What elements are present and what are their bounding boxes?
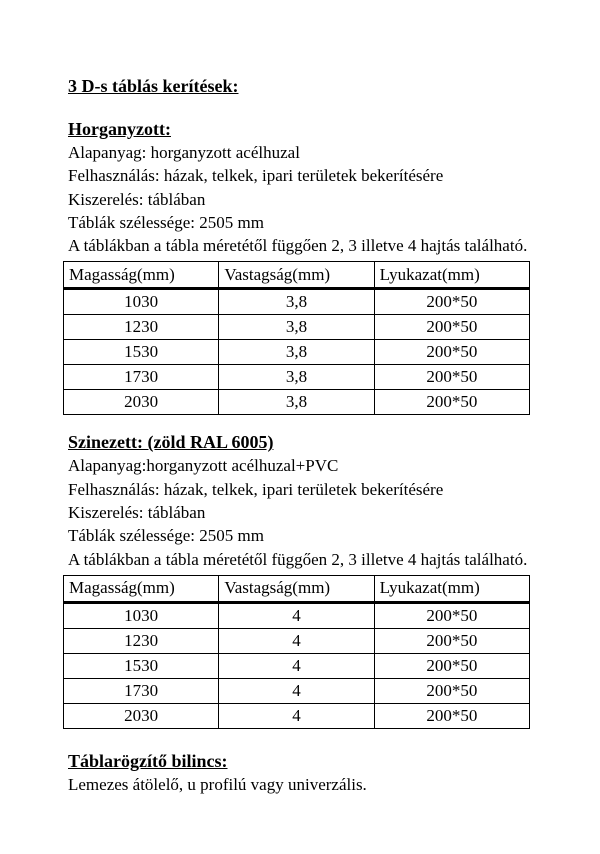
table-row [64, 365, 530, 390]
spec-line-kiszereles: Kiszerelés: táblában [68, 503, 206, 523]
section-heading-horganyzott: Horganyzott: [68, 119, 171, 139]
page-title: 3 D-s táblás kerítések: [68, 76, 239, 96]
col-header-magassag: Magasság(mm) [64, 262, 219, 289]
table-row [64, 653, 530, 678]
section-szinezett [68, 430, 548, 728]
table-row [64, 340, 530, 365]
table-row [64, 703, 530, 728]
cell-magassag: 1030 [64, 602, 219, 628]
table-header-row [64, 262, 530, 289]
section-tablarogzito-bilincs [68, 749, 548, 796]
spec-line-alapanyag: Alapanyag:horganyzott acélhuzal+PVC [68, 456, 339, 476]
table-row [64, 602, 530, 628]
cell-vastagsag: 3,8 [219, 289, 374, 315]
cell-magassag: 1230 [64, 628, 219, 653]
cell-magassag: 1030 [64, 289, 219, 315]
cell-magassag: 1530 [64, 340, 219, 365]
cell-vastagsag: 4 [219, 602, 374, 628]
cell-vastagsag: 4 [219, 653, 374, 678]
spec-line-hajtas: A táblákban a tábla méretétől függően 2, 3 illetve 4 hajtás található. [68, 236, 528, 256]
cell-lyukazat: 200*50 [374, 703, 529, 728]
cell-lyukazat: 200*50 [374, 365, 529, 390]
cell-vastagsag: 4 [219, 678, 374, 703]
cell-vastagsag: 4 [219, 628, 374, 653]
table-row [64, 390, 530, 415]
spec-line-felhasznalas: Felhasználás: házak, telkek, ipari területek bekerítésére [68, 166, 444, 186]
col-header-vastagsag: Vastagság(mm) [219, 575, 374, 602]
spec-line-bilincs: Lemezes átölelő, u profilú vagy univerzális. [68, 774, 367, 794]
cell-lyukazat: 200*50 [374, 602, 529, 628]
cell-magassag: 1230 [64, 315, 219, 340]
cell-lyukazat: 200*50 [374, 289, 529, 315]
spec-line-felhasznalas: Felhasználás: házak, telkek, ipari területek bekerítésére [68, 479, 444, 499]
spec-table-szinezett [63, 575, 530, 729]
table-header-row [64, 575, 530, 602]
table-row [64, 628, 530, 653]
cell-magassag: 1530 [64, 653, 219, 678]
spec-table-horganyzott [63, 261, 530, 415]
cell-magassag: 1730 [64, 365, 219, 390]
cell-vastagsag: 3,8 [219, 390, 374, 415]
table-row [64, 678, 530, 703]
cell-magassag: 2030 [64, 703, 219, 728]
table-row [64, 315, 530, 340]
cell-lyukazat: 200*50 [374, 653, 529, 678]
cell-lyukazat: 200*50 [374, 628, 529, 653]
col-header-vastagsag: Vastagság(mm) [219, 262, 374, 289]
spec-line-kiszereles: Kiszerelés: táblában [68, 189, 206, 209]
cell-lyukazat: 200*50 [374, 390, 529, 415]
spec-line-hajtas: A táblákban a tábla méretétől függően 2, 3 illetve 4 hajtás található. [68, 549, 528, 569]
spec-line-szelesseg: Táblák szélessége: 2505 mm [68, 526, 264, 546]
col-header-magassag: Magasság(mm) [64, 575, 219, 602]
cell-lyukazat: 200*50 [374, 315, 529, 340]
cell-magassag: 1730 [64, 678, 219, 703]
col-header-lyukazat: Lyukazat(mm) [374, 575, 529, 602]
section-heading-szinezett: Szinezett: (zöld RAL 6005) [68, 432, 274, 453]
spec-line-alapanyag: Alapanyag: horganyzott acélhuzal [68, 143, 300, 162]
section-horganyzott [68, 117, 548, 415]
section-heading-bilincs: Táblarögzítő bilincs: [68, 750, 228, 771]
cell-lyukazat: 200*50 [374, 678, 529, 703]
cell-vastagsag: 3,8 [219, 365, 374, 390]
table-row [64, 289, 530, 315]
cell-lyukazat: 200*50 [374, 340, 529, 365]
cell-magassag: 2030 [64, 390, 219, 415]
cell-vastagsag: 3,8 [219, 340, 374, 365]
col-header-lyukazat: Lyukazat(mm) [374, 262, 529, 289]
spec-line-szelesseg: Táblák szélessége: 2505 mm [68, 212, 264, 232]
cell-vastagsag: 3,8 [219, 315, 374, 340]
cell-vastagsag: 4 [219, 703, 374, 728]
